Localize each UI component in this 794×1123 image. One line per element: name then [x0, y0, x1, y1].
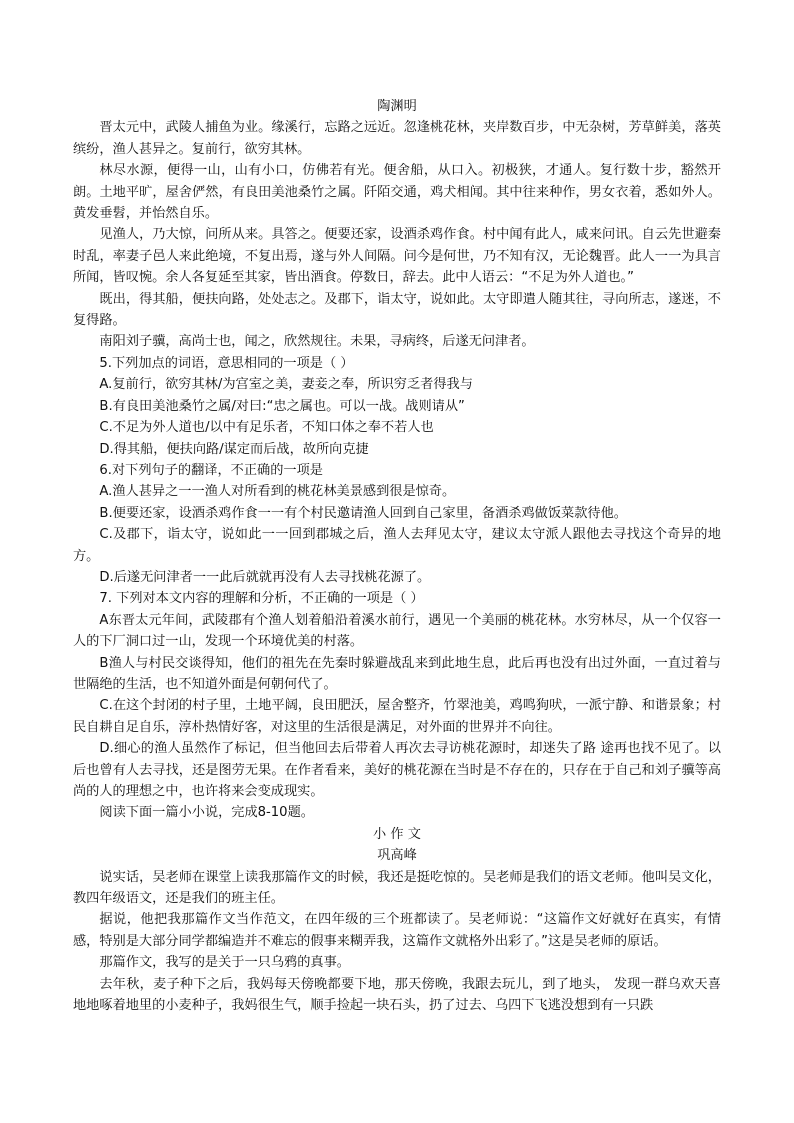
question-7-option-c: C.在这个封闭的村子里，土地平阔，良田肥沃，屋舍整齐，竹翠池美，鸡鸣狗吠，一派宁静、和谐景象；村民自耕自足自乐，淳朴热情好客，对这里的生活很是满足，对外面的世界并不向往。 — [73, 698, 721, 735]
document-title: 陶渊明 — [377, 99, 417, 114]
question-6-option-b: B.便要还家，设酒杀鸡作食一一有个村民邀请渔人回到自己家里，备酒杀鸡做饭菜款待他。 — [99, 505, 627, 521]
question-7-option-d: D.细心的渔人虽然作了标记，但当他回去后带着人再次去寻访桃花源时，却迷失了路 途再也找不见了。以后也曾有人去寻找，还是图劳无果。在作者看来，美好的桃花源在当时是不存在的，只存在于自己和刘子骥等高尚的人的理想之中，也许将来会变成现实。 — [73, 741, 721, 799]
reading-instruction: 阅读下面一篇小小说，完成8-10题。 — [99, 805, 314, 821]
story-author: 巩高峰 — [377, 848, 417, 864]
question-6-option-a: A.渔人甚异之一一渔人对所看到的桃花林美景感到很是惊奇。 — [99, 484, 456, 500]
question-6: 6.对下列句子的翻译，不正确的一项是 — [99, 462, 323, 478]
question-7-option-b: B渔人与村民交谈得知，他们的祖先在先秦时躲避战乱来到此地生息，此后再也没有出过外面，一直过着与世隔绝的生活，也不知道外面是何朝何代了。 — [73, 655, 721, 692]
question-6-option-d: D.后遂无问津者一一此后就就再没有人去寻找桃花源了。 — [99, 569, 431, 585]
paragraph: 见渔人，乃大惊，问所从来。具答之。便要还家，设酒杀鸡作食。村中闻有此人，咸来问讯。自云先世避秦时乱，率妻子邑人来此绝境，不复出焉，遂与外人间隔。问今是何世，乃不知有汉，无论魏晋。此人一一为具言所闻，皆叹惋。余人各复延至其家，皆出酒食。停数日，辞去。此中人语云：“不足为外人道也。” — [73, 227, 721, 286]
question-7-option-a: A东晋太元年间，武陵郡有个渔人划着船沿着溪水前行，遇见一个美丽的桃花林。水穷林尽，从一个仅容一人的下厂洞口过一山，发现一个环境优美的村落。 — [73, 612, 721, 650]
question-5-option-b: B.有良田美池桑竹之属/对曰:“忠之属也。可以一战。战则请从” — [99, 398, 465, 414]
story-paragraph: 说实话，吴老师在课堂上读我那篇作文的时候，我还是挺吃惊的。吴老师是我们的语文老师。他叫吴文化，教四年级语文，还是我们的班主任。 — [73, 869, 721, 907]
question-6-option-c: C.及郡下，诣太守，说如此一一回到郡城之后，渔人去拜见太守，建议太守派人跟他去寻找这个奇异的地方。 — [73, 527, 721, 564]
document-body — [73, 96, 721, 1016]
question-5: 5.下列加点的词语，意思相同的一项是（ ） — [99, 355, 354, 371]
question-5-option-c: C.不足为外人道也/以中有足乐者，不知口体之奉不若人也 — [99, 420, 434, 436]
paragraph: 林尽水源，便得一山，山有小口，仿佛若有光。便舍船，从口入。初极狭，才通人。复行数十步，豁然开朗。土地平旷，屋舍俨然，有良田美池桑竹之属。阡陌交通，鸡犬相闻。其中往来种作，男女衣着，悉如外人。黄发垂髫，并怡然自乐。 — [73, 163, 721, 222]
story-title: 小 作 文 — [373, 826, 421, 842]
paragraph: 晋太元中，武陵人捕鱼为业。缘溪行，忘路之远近。忽逢桃花林，夹岸数百步，中无杂树，芳草鲜美，落英缤纷，渔人甚异之。复前行，欲穷其林。 — [73, 120, 721, 157]
paragraph: 南阳刘子骥，高尚士也，闻之，欣然规往。未果，寻病终，后遂无问津者。 — [99, 334, 535, 350]
story-paragraph: 那篇作文，我写的是关于一只乌鸦的真事。 — [99, 955, 350, 971]
story-paragraph: 据说，他把我那篇作文当作范文，在四年级的三个班都读了。吴老师说：“这篇作文好就好在真实，有情感，特别是大部分同学都编造并不难忘的假事来糊弄我，这篇作文就格外出彩了。”这是吴老师的原话。 — [73, 912, 721, 949]
question-5-option-a: A.复前行，欲穷其林/为宫室之美，妻妾之奉，所识穷乏者得我与 — [99, 377, 473, 393]
question-5-option-d: D.得其船，便扶向路/谋定而后战，故所向克捷 — [99, 441, 369, 457]
question-7: 7. 下列对本文内容的理解和分析，不正确的一项是（ ） — [99, 591, 424, 607]
story-paragraph: 去年秋，麦子种下之后，我妈每天傍晚都要下地，那天傍晚，我跟去玩儿，到了地头， 发现一群乌欢天喜地地啄着地里的小麦种子，我妈很生气，顺手捡起一块石头，扔了过去、乌四下飞逃没想到有一只跌 — [73, 976, 721, 1014]
paragraph: 既出，得其船，便扶向路，处处志之。及郡下，诣太守，说如此。太守即遣人随其往，寻向所志，遂迷，不复得路。 — [73, 291, 721, 329]
